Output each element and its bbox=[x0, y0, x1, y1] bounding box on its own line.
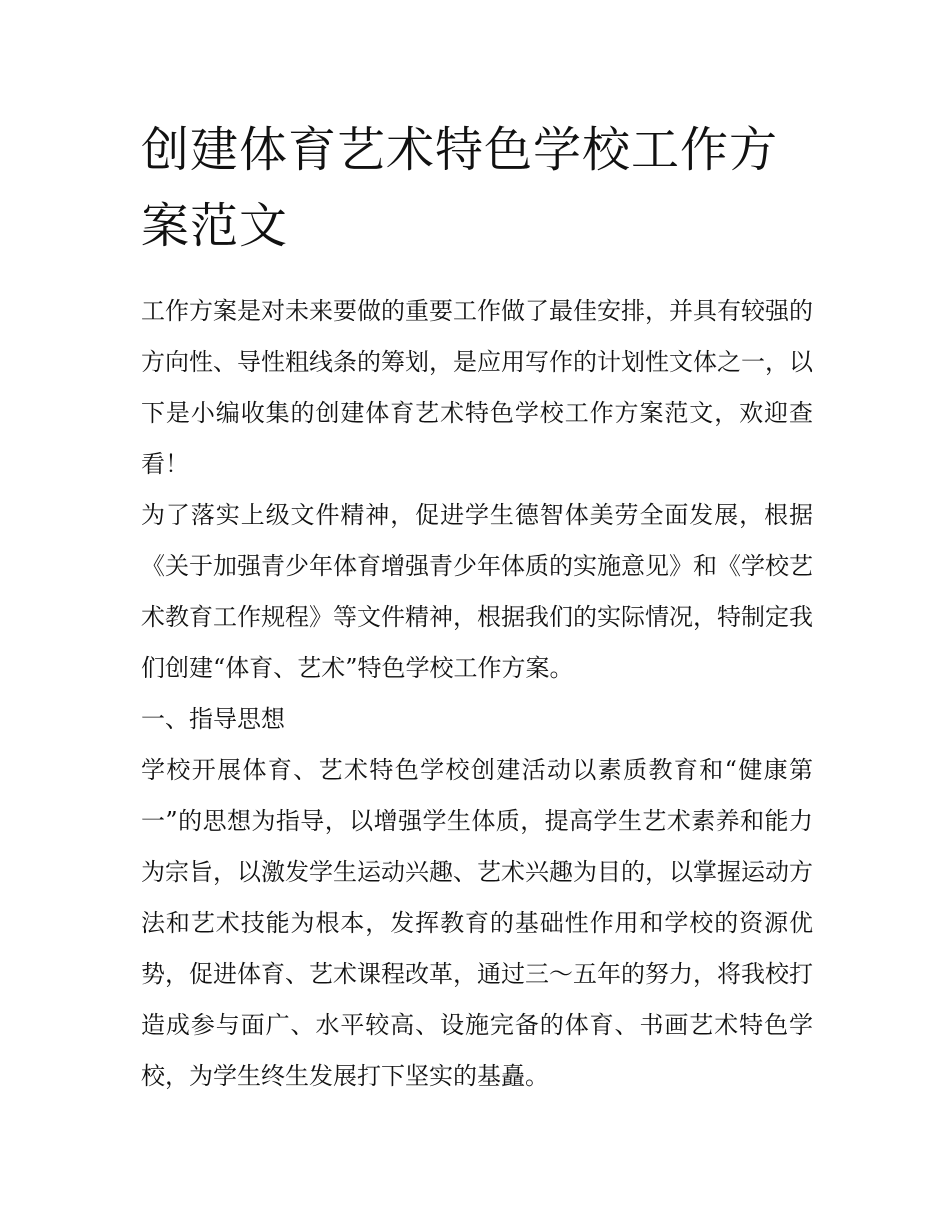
guiding-ideology-paragraph: 学校开展体育、艺术特色学校创建活动以素质教育和“健康第一”的思想为指导，以增强学生体质，提高学生艺术素养和能力为宗旨，以激发学生运动兴趣、艺术兴趣为目的，以掌握运动方法和艺术技能为根本，发挥教育的基础性作用和学校的资源优势，促进体育、艺术课程改革，通过三～五年的努力，将我校打造成参与面广、水平较高、设施完备的体育、书画艺术特色学校，为学生终生发展打下坚实的基矗。 bbox=[141, 756, 813, 1090]
intro-paragraph: 工作方案是对未来要做的重要工作做了最佳安排，并具有较强的方向性、导性粗线条的筹划，是应用写作的计划性文体之一，以下是小编收集的创建体育艺术特色学校工作方案范文，欢迎查看！ bbox=[141, 297, 813, 478]
document-content bbox=[141, 112, 813, 1102]
document-title: 创建体育艺术特色学校工作方案范文 bbox=[141, 122, 779, 254]
section-heading-guiding-ideology: 一、指导思想 bbox=[141, 705, 285, 733]
purpose-paragraph: 为了落实上级文件精神，促进学生德智体美劳全面发展，根据《关于加强青少年体育增强青少年体质的实施意见》和《学校艺术教育工作规程》等文件精神，根据我们的实际情况，特制定我们创建“体育、艺术”特色学校工作方案。 bbox=[141, 501, 813, 682]
